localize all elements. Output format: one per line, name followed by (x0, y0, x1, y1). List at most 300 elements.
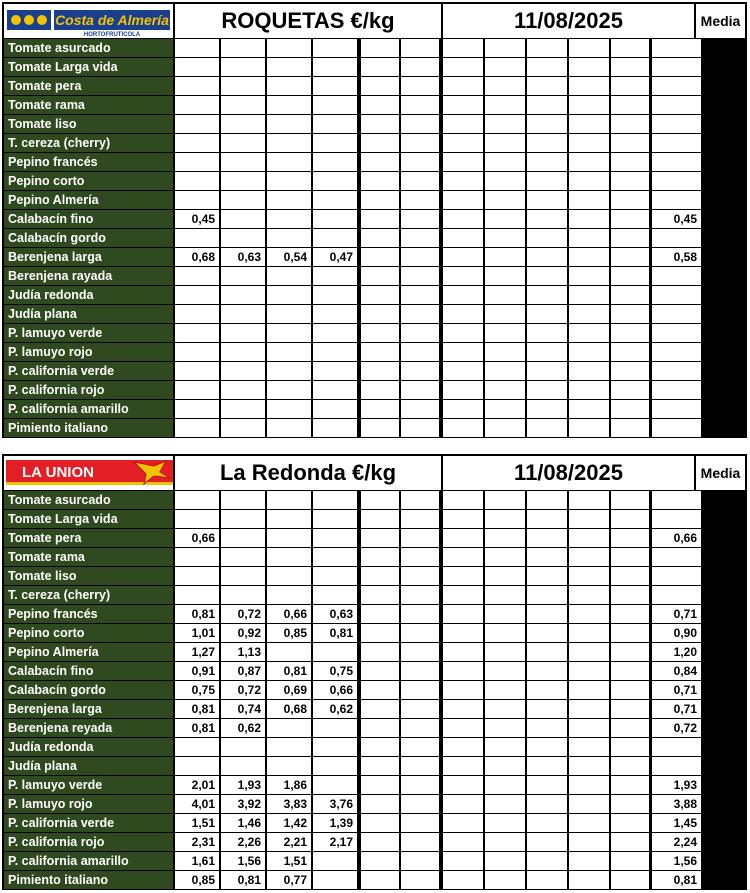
price-cell: 0,66 (313, 681, 357, 699)
price-cell (313, 229, 357, 247)
price-cell (485, 871, 525, 889)
price-cell (361, 586, 399, 604)
media-cell (652, 39, 701, 57)
price-cell (401, 248, 439, 266)
price-cell (401, 548, 439, 566)
price-cell (527, 719, 567, 737)
product-label: Calabacín fino (4, 662, 173, 680)
price-cell (611, 643, 649, 661)
price-cell (485, 286, 525, 304)
price-cell (485, 491, 525, 509)
price-cell (401, 643, 439, 661)
price-cell (443, 624, 483, 642)
price-cell (485, 510, 525, 528)
price-cell (527, 419, 567, 437)
price-cell (443, 400, 483, 418)
price-cell (313, 381, 357, 399)
price-cell (485, 324, 525, 342)
product-label: P. lamuyo verde (4, 776, 173, 794)
price-cell (569, 548, 609, 566)
price-cell (267, 210, 311, 228)
price-cell (611, 700, 649, 718)
price-cell: 0,62 (313, 700, 357, 718)
price-cell (527, 267, 567, 285)
price-cell (361, 305, 399, 323)
price-cell (443, 719, 483, 737)
media-cell (652, 77, 701, 95)
media-cell (652, 586, 701, 604)
media-cell (652, 229, 701, 247)
price-cell (221, 491, 265, 509)
price-cell (485, 134, 525, 152)
price-cell (611, 58, 649, 76)
price-cell: 3,83 (267, 795, 311, 813)
table-row (4, 529, 701, 547)
media-cell (652, 510, 701, 528)
price-cell (485, 153, 525, 171)
price-cell (175, 400, 219, 418)
price-cell (443, 77, 483, 95)
price-cell (175, 586, 219, 604)
price-cell: 1,39 (313, 814, 357, 832)
price-cell (569, 286, 609, 304)
media-cell (652, 548, 701, 566)
price-cell (267, 567, 311, 585)
product-label: Pepino corto (4, 624, 173, 642)
media-cell: 3,88 (652, 795, 701, 813)
price-cell (401, 700, 439, 718)
price-cell (267, 381, 311, 399)
price-cell (267, 586, 311, 604)
price-cell (361, 134, 399, 152)
price-cell (267, 58, 311, 76)
price-cell: 1,51 (175, 814, 219, 832)
table-row (4, 210, 701, 228)
price-cell: 0,54 (267, 248, 311, 266)
price-cell (313, 210, 357, 228)
price-cell (443, 248, 483, 266)
price-cell: 0,62 (221, 719, 265, 737)
price-cell (443, 39, 483, 57)
price-cell (361, 58, 399, 76)
price-cell (527, 681, 567, 699)
product-label: Pimiento italiano (4, 419, 173, 437)
price-cell (313, 510, 357, 528)
price-cell (361, 491, 399, 509)
media-cell (652, 134, 701, 152)
table-row (4, 605, 701, 623)
table-row (4, 624, 701, 642)
price-cell (221, 324, 265, 342)
price-cell (527, 362, 567, 380)
table-row (4, 324, 701, 342)
price-cell (569, 305, 609, 323)
price-cell (443, 681, 483, 699)
price-cell: 0,92 (221, 624, 265, 642)
media-cell (652, 115, 701, 133)
price-cell (527, 833, 567, 851)
price-cell (485, 776, 525, 794)
table-row (4, 400, 701, 418)
price-cell (401, 362, 439, 380)
board-date: 11/08/2025 (443, 456, 694, 490)
price-cell (401, 210, 439, 228)
price-cell (527, 586, 567, 604)
price-cell (175, 96, 219, 114)
price-cell (485, 700, 525, 718)
price-cell: 1,27 (175, 643, 219, 661)
price-cell (221, 510, 265, 528)
price-cell (611, 229, 649, 247)
price-cell (527, 738, 567, 756)
price-cell: 0,81 (221, 871, 265, 889)
price-cell (527, 77, 567, 95)
price-cell (569, 96, 609, 114)
table-row (4, 833, 701, 851)
price-cell (401, 719, 439, 737)
price-cell (361, 343, 399, 361)
price-cell (611, 567, 649, 585)
media-cell: 0,90 (652, 624, 701, 642)
price-cell (361, 814, 399, 832)
price-cell (443, 510, 483, 528)
price-cell (527, 229, 567, 247)
price-cell (569, 757, 609, 775)
table-row (4, 191, 701, 209)
price-cell (361, 529, 399, 547)
price-cell (527, 643, 567, 661)
price-cell: 0,63 (313, 605, 357, 623)
price-cell (443, 419, 483, 437)
price-cell: 1,13 (221, 643, 265, 661)
media-cell (652, 191, 701, 209)
price-cell (361, 871, 399, 889)
product-label: Calabacín gordo (4, 229, 173, 247)
price-cell (313, 586, 357, 604)
price-cell: 0,77 (267, 871, 311, 889)
table-row (4, 77, 701, 95)
media-cell (652, 419, 701, 437)
price-cell (527, 153, 567, 171)
price-cell (569, 153, 609, 171)
price-cell (485, 305, 525, 323)
price-cell (485, 719, 525, 737)
media-cell: 0,72 (652, 719, 701, 737)
product-label: Judía plana (4, 757, 173, 775)
price-cell: 0,75 (313, 662, 357, 680)
product-label: T. cereza (cherry) (4, 134, 173, 152)
price-cell (401, 286, 439, 304)
media-cell (652, 567, 701, 585)
price-cell (175, 39, 219, 57)
price-cell (267, 757, 311, 775)
product-label: Berenjena larga (4, 700, 173, 718)
table-row (4, 39, 701, 57)
logo-text: Costa de Almería (55, 12, 169, 28)
price-cell (611, 210, 649, 228)
table-row (4, 343, 701, 361)
price-cell: 2,26 (221, 833, 265, 851)
price-cell (313, 58, 357, 76)
product-label: Pepino Almería (4, 191, 173, 209)
price-cell (527, 286, 567, 304)
price-cell (485, 229, 525, 247)
price-cell (485, 96, 525, 114)
price-cell (569, 586, 609, 604)
price-cell (401, 662, 439, 680)
price-cell (443, 871, 483, 889)
price-cell (527, 191, 567, 209)
price-cell (221, 381, 265, 399)
price-cell (361, 267, 399, 285)
price-cell: 0,72 (221, 681, 265, 699)
price-cell (443, 172, 483, 190)
price-cell (611, 510, 649, 528)
table-row (4, 814, 701, 832)
price-cell: 1,61 (175, 852, 219, 870)
table-row (4, 510, 701, 528)
price-cell (485, 567, 525, 585)
price-cell (267, 305, 311, 323)
price-cell (361, 96, 399, 114)
product-label: Tomate pera (4, 77, 173, 95)
product-label: Judía redonda (4, 286, 173, 304)
board-title: La Redonda €/kg (175, 456, 441, 490)
price-cell (611, 757, 649, 775)
price-cell (485, 77, 525, 95)
price-cell (361, 624, 399, 642)
media-cell: 0,45 (652, 210, 701, 228)
media-cell: 0,71 (652, 605, 701, 623)
price-cell (611, 191, 649, 209)
price-cell (401, 305, 439, 323)
price-cell (313, 643, 357, 661)
price-cell (443, 738, 483, 756)
price-cell (361, 419, 399, 437)
price-cell (267, 419, 311, 437)
table-row (4, 381, 701, 399)
table-row (4, 491, 701, 509)
media-cell (652, 96, 701, 114)
product-label: Pepino francés (4, 153, 173, 171)
price-cell (401, 96, 439, 114)
price-cell (401, 776, 439, 794)
price-cell (267, 738, 311, 756)
price-cell (175, 510, 219, 528)
product-label: Calabacín fino (4, 210, 173, 228)
price-cell (527, 700, 567, 718)
price-cell (611, 491, 649, 509)
price-cell: 0,81 (267, 662, 311, 680)
price-cell (569, 795, 609, 813)
price-cell (527, 248, 567, 266)
price-cell (175, 567, 219, 585)
price-cell (611, 419, 649, 437)
price-cell: 2,21 (267, 833, 311, 851)
price-cell (569, 39, 609, 57)
price-cell (361, 757, 399, 775)
price-cell (611, 833, 649, 851)
table-row (4, 96, 701, 114)
price-cell (569, 267, 609, 285)
price-cell (175, 77, 219, 95)
table-row (4, 267, 701, 285)
price-cell (569, 77, 609, 95)
logo-subtext: HORTOFRUTICOLA (83, 32, 141, 38)
price-cell (569, 229, 609, 247)
price-cell: 0,66 (267, 605, 311, 623)
price-cell (485, 852, 525, 870)
board-date: 11/08/2025 (443, 4, 694, 38)
price-cell (611, 605, 649, 623)
product-label: Judía redonda (4, 738, 173, 756)
price-cell (443, 776, 483, 794)
price-cell (443, 795, 483, 813)
media-cell: 0,81 (652, 871, 701, 889)
price-cell (527, 605, 567, 623)
price-cell (267, 77, 311, 95)
price-cell (221, 738, 265, 756)
table-row (4, 776, 701, 794)
price-cell (361, 681, 399, 699)
media-cell (652, 172, 701, 190)
price-cell (401, 134, 439, 152)
costa-logo-graphic (4, 4, 173, 38)
price-cell (485, 757, 525, 775)
price-cell (313, 719, 357, 737)
price-cell: 0,68 (267, 700, 311, 718)
price-cell (401, 795, 439, 813)
product-label: Tomate Larga vida (4, 510, 173, 528)
price-cell (401, 814, 439, 832)
price-cell (485, 586, 525, 604)
product-label: Pepino Almería (4, 643, 173, 661)
price-cell (267, 719, 311, 737)
price-cell (267, 153, 311, 171)
price-cell (401, 172, 439, 190)
price-cell (267, 115, 311, 133)
price-cell (569, 776, 609, 794)
price-cell (361, 662, 399, 680)
table-row (4, 757, 701, 775)
price-cell (267, 362, 311, 380)
media-header: Media (696, 4, 745, 38)
product-label: Tomate pera (4, 529, 173, 547)
price-cell (175, 191, 219, 209)
price-cell (527, 624, 567, 642)
price-cell (313, 324, 357, 342)
price-cell (267, 267, 311, 285)
price-cell (267, 172, 311, 190)
price-cell (401, 39, 439, 57)
product-label: Berenjena rayada (4, 267, 173, 285)
price-cell (443, 134, 483, 152)
product-label: Tomate liso (4, 567, 173, 585)
price-cell (361, 324, 399, 342)
price-cell (527, 795, 567, 813)
price-cell (401, 757, 439, 775)
price-cell (485, 548, 525, 566)
price-cell (611, 77, 649, 95)
price-cell: 1,46 (221, 814, 265, 832)
price-cell (267, 491, 311, 509)
price-cell (313, 267, 357, 285)
price-cell (569, 343, 609, 361)
price-cell (361, 77, 399, 95)
price-cell (527, 58, 567, 76)
price-cell (221, 191, 265, 209)
price-cell: 0,47 (313, 248, 357, 266)
price-cell (313, 191, 357, 209)
table-row (4, 134, 701, 152)
price-cell (401, 229, 439, 247)
price-cell (401, 624, 439, 642)
product-label: Berenjena larga (4, 248, 173, 266)
price-cell (313, 305, 357, 323)
media-header: Media (696, 456, 745, 490)
price-cell (313, 757, 357, 775)
price-cell: 0,45 (175, 210, 219, 228)
price-cell (313, 153, 357, 171)
price-cell (361, 286, 399, 304)
price-cell (313, 77, 357, 95)
price-cell (221, 134, 265, 152)
price-cell (401, 833, 439, 851)
media-cell: 1,93 (652, 776, 701, 794)
price-cell (443, 700, 483, 718)
price-cell (221, 115, 265, 133)
price-cell (611, 586, 649, 604)
price-cell (611, 96, 649, 114)
product-label: Pepino corto (4, 172, 173, 190)
price-cell (401, 605, 439, 623)
price-cell (313, 134, 357, 152)
price-cell (401, 510, 439, 528)
price-cell (313, 567, 357, 585)
price-cell (527, 871, 567, 889)
price-cell (401, 115, 439, 133)
price-cell (361, 510, 399, 528)
price-cell (485, 738, 525, 756)
price-cell (611, 738, 649, 756)
price-cell (485, 381, 525, 399)
price-cell (611, 134, 649, 152)
price-cell: 0,85 (175, 871, 219, 889)
price-cell (401, 419, 439, 437)
price-cell (221, 419, 265, 437)
price-cell (267, 229, 311, 247)
media-cell: 2,24 (652, 833, 701, 851)
price-cell (361, 172, 399, 190)
price-cell (527, 172, 567, 190)
price-cell (569, 324, 609, 342)
media-cell (652, 286, 701, 304)
price-cell (611, 814, 649, 832)
price-cell: 0,74 (221, 700, 265, 718)
price-cell (361, 719, 399, 737)
price-cell (569, 381, 609, 399)
price-cell (221, 267, 265, 285)
price-cell (443, 267, 483, 285)
price-cell (443, 324, 483, 342)
price-cell (313, 343, 357, 361)
price-cell (611, 267, 649, 285)
price-cell (443, 491, 483, 509)
price-cell (485, 58, 525, 76)
price-cell (485, 681, 525, 699)
product-label: P. lamuyo verde (4, 324, 173, 342)
media-cell (652, 491, 701, 509)
